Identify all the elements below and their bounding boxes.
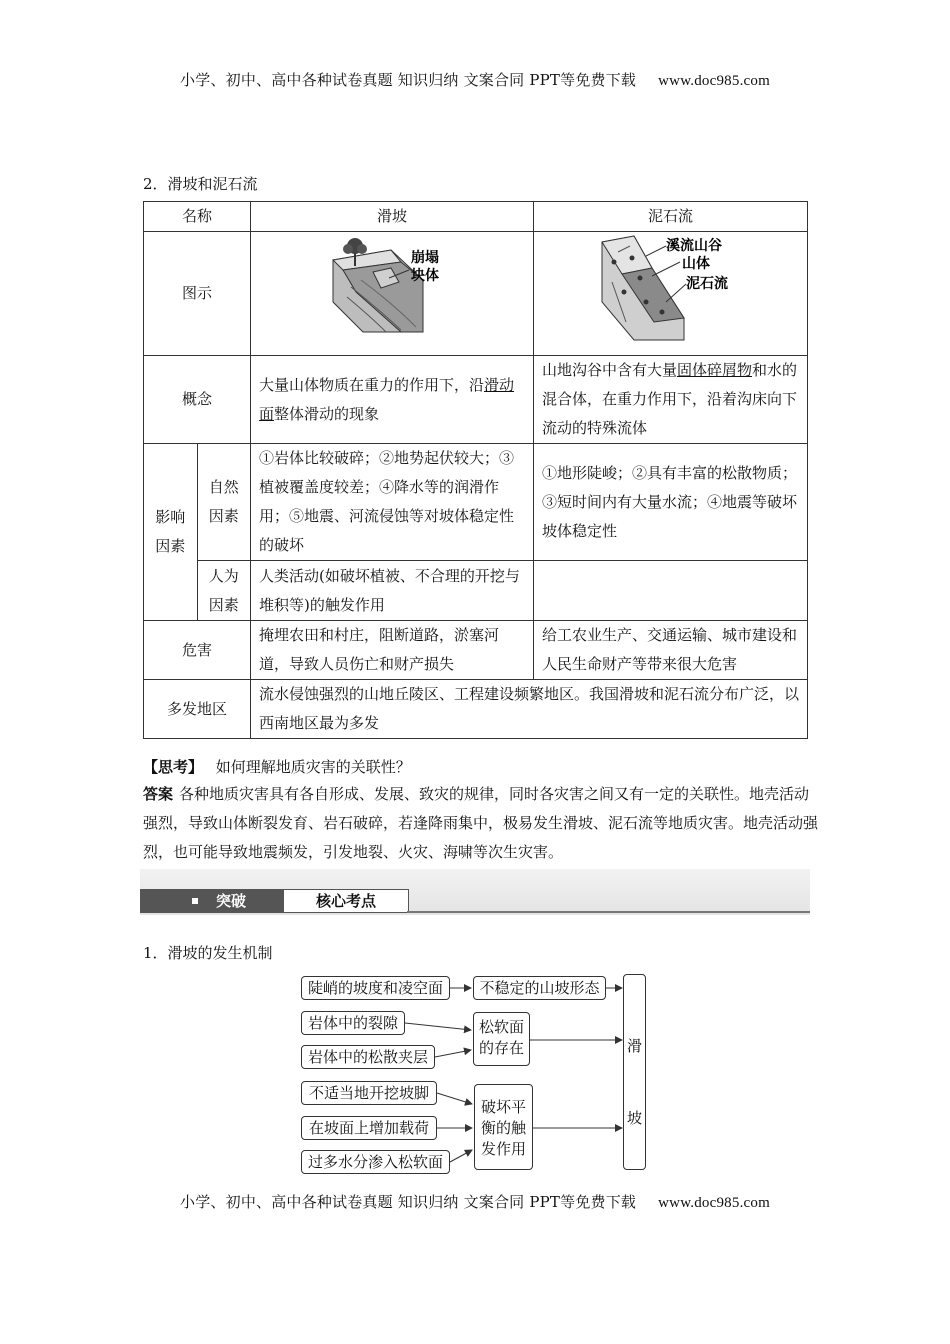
flow-box-cracks: 岩体中的裂隙 — [301, 1011, 405, 1035]
page-footer — [0, 1191, 950, 1212]
debris-label-flow: 泥石流 — [686, 276, 728, 292]
landslide-harm: 掩埋农田和村庄，阻断道路，淤塞河道，导致人员伤亡和财产损失 — [251, 621, 534, 680]
landslide-natural: ①岩体比较破碎；②地势起伏较大；③植被覆盖度较差；④降水等的润滑作用；⑤地震、河流侵蚀等对坡体稳定性的破坏 — [251, 444, 534, 561]
row-area-label: 多发地区 — [144, 680, 251, 739]
debris-harm: 给工农业生产、交通运输、城市建设和人民生命财产等带来很大危害 — [534, 621, 808, 680]
footer-text: 小学、初中、高中各种试卷真题 知识归纳 文案合同 PPT等免费下载 — [180, 1193, 637, 1211]
section-1-title: 1．滑坡的发生机制 — [143, 944, 273, 962]
debris-concept-a: 山地沟谷中含有大量 — [542, 361, 678, 379]
flow-box-soft-surface: 松软面的存在 — [473, 1012, 530, 1066]
row-natural-label: 自然 因素 — [197, 444, 251, 561]
band-label: 核心考点 — [283, 889, 409, 913]
debris-natural: ①地形陡峻；②具有丰富的松散物质；③短时间内有大量水流；④地震等破坏坡体稳定性 — [534, 444, 808, 561]
header-text: 小学、初中、高中各种试卷真题 知识归纳 文案合同 PPT等免费下载 — [180, 71, 637, 89]
debris-label-valley: 溪流山谷 — [666, 238, 722, 254]
row-human-label: 人为 因素 — [197, 561, 251, 621]
slump-label-line1: 崩塌 — [411, 250, 439, 266]
band-tag-text: 突破 — [216, 892, 247, 910]
flow-box-result — [623, 974, 646, 1170]
row-factors-label: 影响 因素 — [144, 444, 198, 621]
flow-box-steep-slope: 陡峭的坡度和凌空面 — [301, 976, 450, 1000]
landslide-concept-b: 整体滑动的现象 — [274, 404, 380, 423]
answer-text: 各种地质灾害具有各自形成、发展、致灾的规律，同时各灾害之间又有一定的关联性。地壳活动强烈，导致山体断裂发育、岩石破碎，若逢降雨集中，极易发生滑坡、泥石流等地质灾害。地壳活动强烈，也可能导致地震频发，引发地裂、火灾、海啸等次生灾害。 — [143, 785, 819, 861]
landslide-concept-key: 滑动面 — [259, 375, 515, 423]
flow-box-loose-layer: 岩体中的松散夹层 — [301, 1045, 435, 1069]
header-site: www.doc985.com — [658, 73, 770, 89]
answer-label: 答案 — [143, 785, 174, 803]
landslide-concept-a: 大量山体物质在重力的作用下，沿 — [259, 375, 485, 394]
flow-box-water: 过多水分渗入松软面 — [301, 1150, 450, 1174]
result-char-bottom: 坡 — [626, 1109, 642, 1127]
footer-site: www.doc985.com — [658, 1195, 770, 1211]
header-debris: 泥石流 — [534, 202, 808, 232]
flow-box-trigger: 破坏平衡的触发作用 — [474, 1084, 533, 1170]
slump-label-line2: 块体 — [411, 268, 439, 284]
flow-box-excavation: 不适当地开挖坡脚 — [301, 1081, 437, 1105]
area-text: 流水侵蚀强烈的山地丘陵区、工程建设频繁地区。我国滑坡和泥石流分布广泛，以西南地区最为多发 — [251, 680, 808, 739]
header-landslide: 滑坡 — [251, 202, 534, 232]
thinking-text: 如何理解地质灾害的关联性？ — [215, 758, 411, 776]
row-diagram-label: 图示 — [144, 232, 251, 356]
result-char-top: 滑 — [626, 1037, 642, 1055]
debris-concept-b: 和水的混合体，在重力作用下，沿着沟床向下流动的特殊流体 — [542, 361, 798, 437]
section-2-title: 2．滑坡和泥石流 — [143, 175, 258, 193]
thinking-label: 【思考】 — [143, 758, 204, 776]
debris-label-mountain: 山体 — [682, 256, 710, 272]
flow-box-unstable-form: 不稳定的山坡形态 — [473, 976, 606, 1000]
row-concept-label: 概念 — [144, 356, 251, 444]
landslide-human: 人类活动(如破坏植被、不合理的开挖与堆积等)的触发作用 — [251, 561, 534, 621]
flow-box-load: 在坡面上增加载荷 — [301, 1116, 437, 1140]
header-name: 名称 — [144, 202, 251, 232]
row-harm-label: 危害 — [144, 621, 251, 680]
debris-concept-key: 固体碎屑物 — [677, 361, 753, 379]
